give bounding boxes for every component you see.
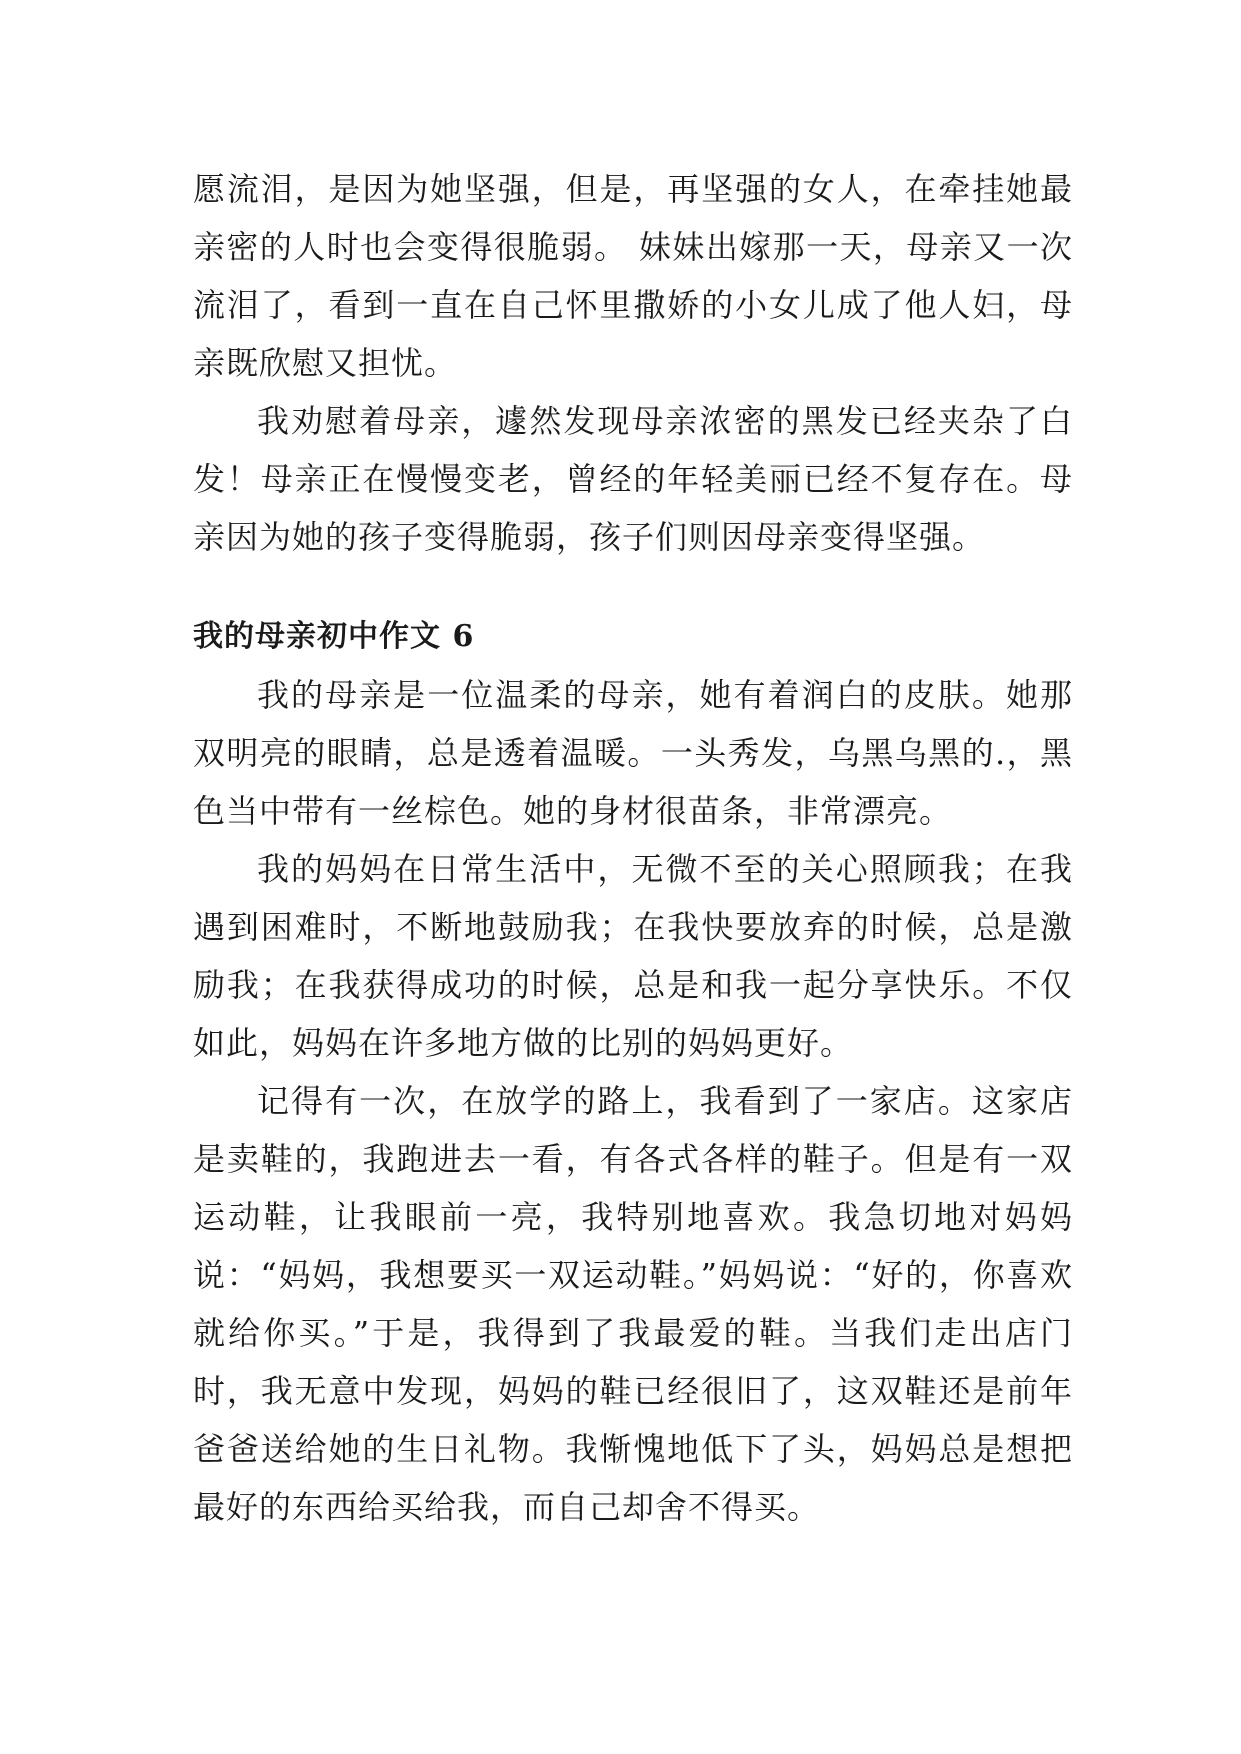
paragraph: 我的妈妈在日常生活中，无微不至的关心照顾我；在我遇到困难时，不断地鼓励我；在我快要放弃的时候，总是激励我；在我获得成功的时候，总是和我一起分享快乐。不仅如此，妈妈在许多地方做的比别的妈妈更好。 — [193, 850, 1073, 1062]
document-body — [193, 160, 1073, 1536]
paragraph: 我劝慰着母亲，遽然发现母亲浓密的黑发已经夹杂了白发！母亲正在慢慢变老，曾经的年轻美丽已经不复存在。母亲因为她的孩子变得脆弱，孩子们则因母亲变得坚强。 — [193, 402, 1073, 556]
paragraph: 我的母亲是一位温柔的母亲，她有着润白的皮肤。她那双明亮的眼睛，总是透着温暖。一头秀发，乌黑乌黑的.，黑色当中带有一丝棕色。她的身材很苗条，非常漂亮。 — [193, 676, 1073, 830]
section-heading: 我的母亲初中作文 6 — [193, 619, 475, 654]
paragraph: 记得有一次，在放学的路上，我看到了一家店。这家店是卖鞋的，我跑进去一看，有各式各样的鞋子。但是有一双运动鞋，让我眼前一亮，我特别地喜欢。我急切地对妈妈说：“妈妈，我想要买一双运动鞋。”妈妈说：“好的，你喜欢就给你买。”于是，我得到了我最爱的鞋。当我们走出店门时，我无意中发现，妈妈的鞋已经很旧了，这双鞋还是前年爸爸送给她的生日礼物。我惭愧地低下了头，妈妈总是想把最好的东西给买给我，而自己却舍不得买。 — [193, 1082, 1073, 1526]
paragraph: 愿流泪，是因为她坚强，但是，再坚强的女人，在牵挂她最亲密的人时也会变得很脆弱。 妹妹出嫁那一天，母亲又一次流泪了，看到一直在自己怀里撒娇的小女儿成了他人妇，母亲既欣慰又担忧。 — [193, 170, 1073, 382]
